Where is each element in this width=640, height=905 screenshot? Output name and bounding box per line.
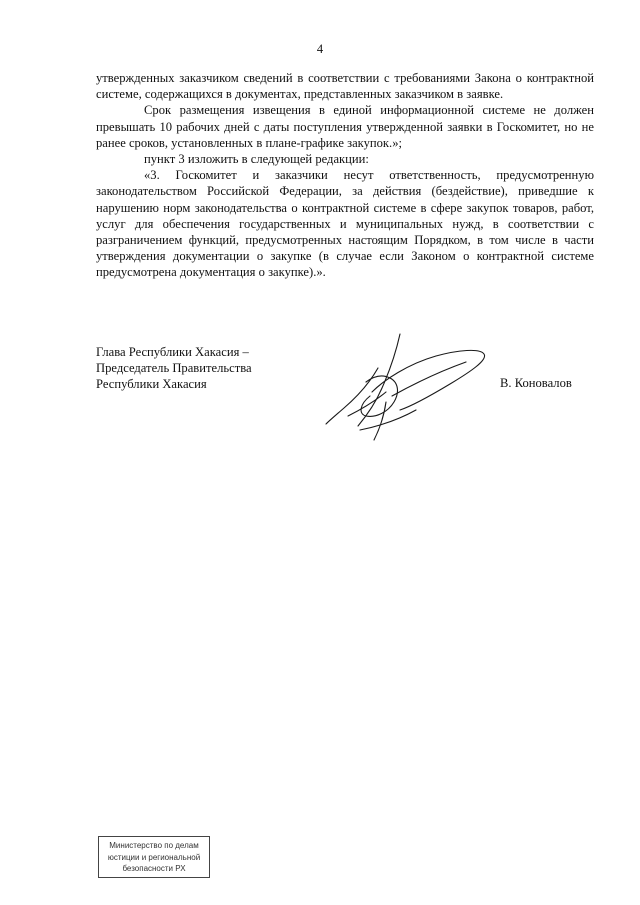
paragraph-clause-intro: пункт 3 изложить в следующей редакции: [144,152,369,167]
signatory-title [96,344,252,393]
signatory-title-line: Республики Хакасия [96,377,207,392]
paragraph-continuation: утвержденных заказчиком сведений в соответствии с требованиями Закона о контрактной системе, содержащихся в документах, представленных заказчиком в заявке. [96,71,594,102]
signatory-title-line: Председатель Правительства [96,361,252,376]
handwritten-signature [320,330,490,442]
paragraph-clause-3: «3. Госкомитет и заказчики несут ответственность, предусмотренную законодательством Российской Федерации, за действия (бездействие), приведшие к нарушению норм законодательства о контрактной системе в сфере закупок товаров, работ, услуг для обеспечения государственных и муниципальных нужд, в соответствии с разграничением функций, предусмотренных настоящим Порядком, в том числе в части утверждения документации о закупке (в случае если Законом о контрактной системе предусмотрена документация о закупке).». [96,168,594,280]
signatory-name: В. Коновалов [500,376,572,390]
paragraph-deadline: Срок размещения извещения в единой информационной системе не должен превышать 10 рабочих дней с даты поступления утвержденной заявки в Госкомитет, но не ранее сроков, установленных в плане-графике закупок.»; [96,103,594,150]
stamp-line: безопасности РХ [122,864,186,873]
document-body [96,70,594,281]
stamp-line: Министерство по делам [109,841,199,850]
stamp-line: юстиции и региональной [107,852,201,862]
signatory-title-line: Глава Республики Хакасия – [96,345,249,359]
registration-stamp [98,836,210,878]
page-number: 4 [316,42,324,56]
